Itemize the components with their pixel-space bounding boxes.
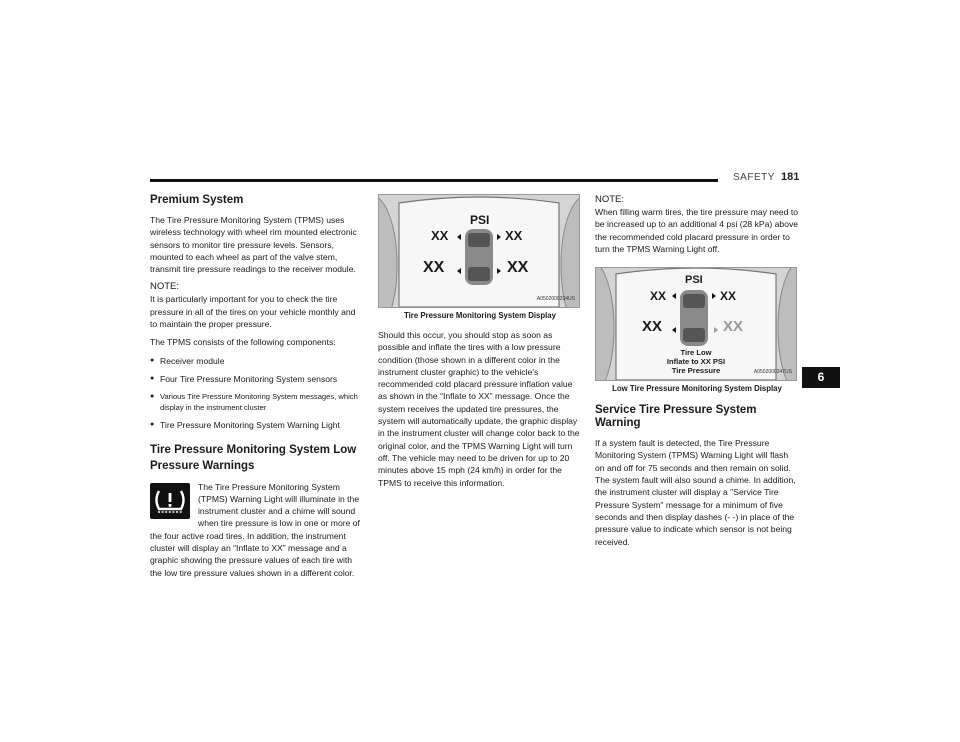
note-text: It is particularly important for you to check the tire pressure in all of the tires on your vehicle monthly and to maintain the proper pressure. <box>150 294 356 330</box>
psi-label: PSI <box>470 213 490 227</box>
heading-premium-system: Premium System <box>150 194 244 206</box>
section-title: SAFETY <box>733 172 775 183</box>
components-list <box>150 355 364 432</box>
figure-code: A0502000247US <box>753 368 792 375</box>
tire-value-front-left: XX <box>650 289 667 304</box>
list-item: ● Receiver module <box>150 355 364 367</box>
tire-value-front-right: XX <box>505 228 523 243</box>
message-line: Tire Pressure <box>671 366 721 376</box>
tire-value-rear-left: XX <box>423 259 445 276</box>
page-number: 181 <box>781 171 800 183</box>
column-left <box>150 194 364 585</box>
tire-value-front-left: XX <box>431 228 449 243</box>
list-item: ● Four Tire Pressure Monitoring System sensors <box>150 373 364 385</box>
column-right <box>595 194 799 554</box>
tire-value-front-right: XX <box>720 289 737 304</box>
figure-caption: Tire Pressure Monitoring System Display <box>404 311 556 320</box>
note-label: NOTE: <box>595 194 625 205</box>
chapter-tab: 6 <box>802 367 840 388</box>
heading-low-pressure-warnings: Tire Pressure Monitoring System Low Pressure Warnings <box>150 443 357 472</box>
tire-value-rear-right-low: XX <box>723 318 744 336</box>
column-middle <box>378 194 582 495</box>
paragraph-service: If a system fault is detected, the Tire Pressure Monitoring System (TPMS) Warning Light will flash on and off for 75 seconds and then remain on solid. The system fault will also sound a chime. In addition, the instrument cluster will display a "Service Tire Pressure System" message for a minimum of five seconds and then display dashes (- -) in place of the pressure value to indicate which sensor is not being received. <box>595 438 796 547</box>
paragraph-premium: The Tire Pressure Monitoring System (TPMS) uses wireless technology with wheel rim mounted electronic sensors to monitor tire pressure levels. Sensors, mounted to each wheel as part of the valve stem, transmit tire pressure readings to the receiver module. <box>150 215 357 275</box>
paragraph-inflate: Should this occur, you should stop as soon as possible and inflate the tires with a low pressure condition (those shown in a different color in the instrument cluster graphic) to the vehicle’s recommended cold placard pressure inflation value as shown in the “Inflate to XX” message. Once the system receives the updated tire pressures, the system will automatically update, the graphic display in the instrument cluster will change color back to the original color, and the TPMS Warning Light will turn off. The vehicle may need to be driven for up to 20 minutes above 15 mph (24 km/h) in order for the TPMS to receive this information. <box>378 330 580 488</box>
heading-service-warning: Service Tire Pressure System Warning <box>595 404 757 430</box>
psi-label: PSI <box>685 274 703 287</box>
message-line: Tire Low <box>680 348 712 358</box>
header-rule <box>150 179 718 182</box>
figure-code: A0502000234US <box>536 295 575 302</box>
list-item: ● Tire Pressure Monitoring System Warning Light <box>150 419 364 431</box>
warning-block <box>150 481 364 585</box>
tire-value-rear-right: XX <box>507 259 529 276</box>
figure-tpms-display <box>378 194 580 308</box>
tpms-display-graphic <box>379 195 579 307</box>
paragraph-low-pressure: The Tire Pressure Monitoring System (TPMS) Warning Light will illuminate in the instrument cluster and a chime will sound when tire pressure is low in one or more of the four active road tires. In addition, the instrument cluster will display an “Inflate to XX” message and a graphic showing the pressure values of each tire with the low tire pressure values shown in a different color. <box>150 481 360 578</box>
tpms-warning-light-icon <box>150 483 190 519</box>
paragraph-components: The TPMS consists of the following components: <box>150 337 336 348</box>
list-item: ● Various Tire Pressure Monitoring System messages, which display in the instrument cluster <box>150 391 364 413</box>
tire-value-rear-left: XX <box>642 318 663 336</box>
note-text: When filling warm tires, the tire pressure may need to be increased up to an additional 4 psi (28 kPa) above the recommended cold placard pressure in order to turn the TPMS Warning Light off. <box>595 207 799 254</box>
figure-low-tire-display <box>595 267 797 381</box>
figure-caption: Low Tire Pressure Monitoring System Display <box>612 384 782 394</box>
note-label: NOTE: <box>150 281 180 293</box>
message-line: Inflate to XX PSI <box>666 357 726 367</box>
